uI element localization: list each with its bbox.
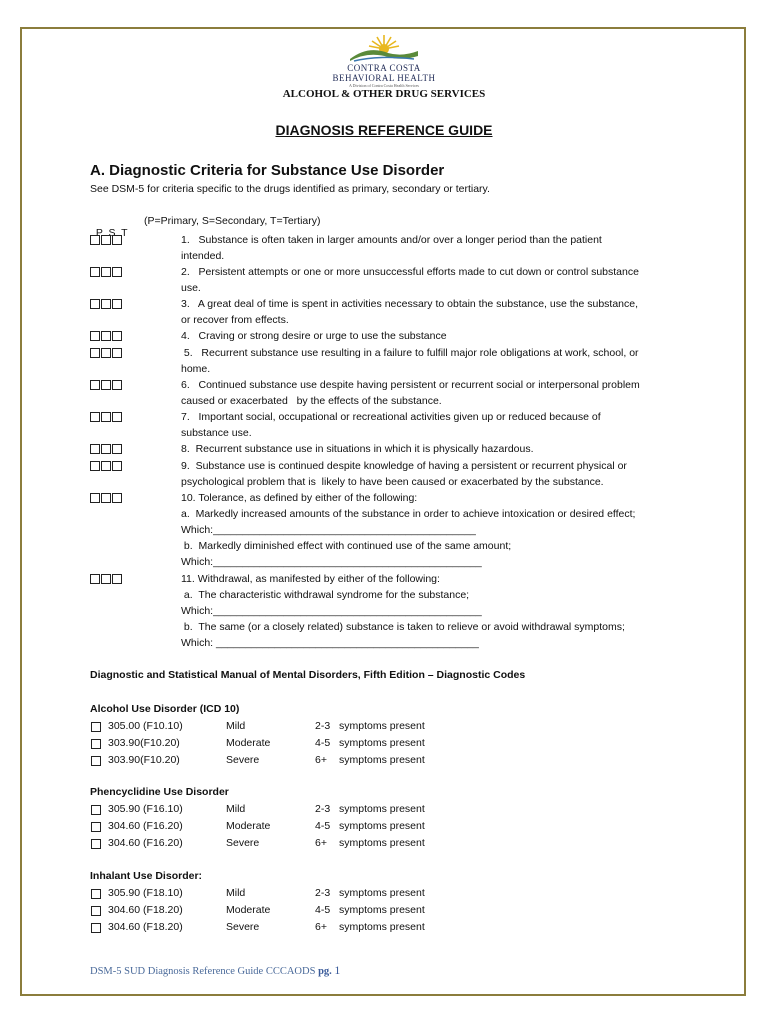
- diagnostic-code: 305.00 (F10.10): [108, 720, 183, 732]
- criterion-7-line: 7. Important social, occupational or recreational activities given up or reduced because of: [181, 411, 601, 423]
- criterion-8-line: 8. Recurrent substance use in situations in which it is physically hazardous.: [181, 443, 534, 455]
- symptoms-label: symptoms present: [339, 737, 425, 749]
- checkbox-primary[interactable]: [90, 331, 100, 341]
- checkbox-primary[interactable]: [90, 444, 100, 454]
- pst-checkbox-group: [90, 412, 122, 422]
- criterion-10-subitem: b. Markedly diminished effect with continued use of the same amount;: [181, 540, 512, 552]
- checkbox-primary[interactable]: [90, 348, 100, 358]
- checkbox-primary[interactable]: [90, 493, 100, 503]
- symptom-count: 6+: [315, 921, 327, 933]
- code-checkbox[interactable]: [91, 756, 101, 766]
- checkbox-secondary[interactable]: [101, 348, 111, 358]
- code-checkbox[interactable]: [91, 923, 101, 933]
- section-a-heading: A. Diagnostic Criteria for Substance Use Disorder: [90, 162, 445, 179]
- checkbox-secondary[interactable]: [101, 493, 111, 503]
- criterion-10-line: 10. Tolerance, as defined by either of the following:: [181, 492, 418, 504]
- code-checkbox[interactable]: [91, 906, 101, 916]
- checkbox-tertiary[interactable]: [112, 380, 122, 390]
- pst-header: [90, 215, 321, 251]
- symptoms-label: symptoms present: [339, 887, 425, 899]
- checkbox-secondary[interactable]: [101, 267, 111, 277]
- symptoms-label: symptoms present: [339, 803, 425, 815]
- section-a-intro: See DSM-5 for criteria specific to the drugs identified as primary, secondary or tertiary.: [90, 183, 490, 195]
- severity-label: Mild: [226, 720, 246, 732]
- severity-label: Moderate: [226, 820, 271, 832]
- symptom-count: 4-5: [315, 904, 331, 916]
- criterion-10-subitem: a. Markedly increased amounts of the substance in order to achieve intoxication or desired effect;: [181, 508, 636, 520]
- symptoms-label: symptoms present: [339, 820, 425, 832]
- pst-checkbox-group: [90, 267, 122, 277]
- code-row: [90, 737, 550, 751]
- symptom-count: 2-3: [315, 887, 331, 899]
- diagnostic-code: 305.90 (F16.10): [108, 803, 183, 815]
- pst-checkbox-group: [90, 235, 122, 245]
- code-row: [90, 904, 550, 918]
- criterion-2-line: 2. Persistent attempts or one or more unsuccessful efforts made to cut down or control substance: [181, 266, 639, 278]
- code-group-title: Phencyclidine Use Disorder: [90, 786, 229, 798]
- criterion-11-subitem: a. The characteristic withdrawal syndrome for the substance;: [181, 589, 470, 601]
- checkbox-secondary[interactable]: [101, 461, 111, 471]
- diagnostic-code: 303.90(F10.20): [108, 754, 180, 766]
- checkbox-secondary[interactable]: [101, 412, 111, 422]
- code-checkbox[interactable]: [91, 805, 101, 815]
- criterion-5-line: home.: [181, 363, 211, 375]
- code-row: [90, 887, 550, 901]
- pst-checkbox-group: [90, 380, 122, 390]
- criterion-9-line: psychological problem that is likely to have been caused or exacerbated by the substance.: [181, 476, 604, 488]
- symptoms-label: symptoms present: [339, 921, 425, 933]
- criterion-11-line: 11. Withdrawal, as manifested by either of the following:: [181, 573, 440, 585]
- symptom-count: 6+: [315, 754, 327, 766]
- logo-text-line1: CONTRA COSTA: [347, 63, 421, 73]
- footer-page-label: pg.: [318, 966, 332, 977]
- code-row: [90, 921, 550, 935]
- code-row: [90, 820, 550, 834]
- checkbox-secondary[interactable]: [101, 574, 111, 584]
- pst-checkbox-group: [90, 299, 122, 309]
- criterion-7-line: substance use.: [181, 427, 252, 439]
- pst-checkbox-group: [90, 574, 122, 584]
- organization-logo: [0, 33, 768, 88]
- criterion-11-subitem: b. The same (or a closely related) substance is taken to relieve or avoid withdrawal symptoms;: [181, 621, 625, 633]
- diagnostic-code: 304.60 (F16.20): [108, 820, 183, 832]
- diagnostic-code: 305.90 (F18.10): [108, 887, 183, 899]
- checkbox-secondary[interactable]: [101, 444, 111, 454]
- criterion-10-subitem: Which:______________________________________________: [181, 556, 482, 568]
- severity-label: Severe: [226, 921, 260, 933]
- checkbox-tertiary[interactable]: [112, 412, 122, 422]
- code-checkbox[interactable]: [91, 839, 101, 849]
- severity-label: Mild: [226, 803, 246, 815]
- code-checkbox[interactable]: [91, 822, 101, 832]
- pst-legend: (P=Primary, S=Secondary, T=Tertiary): [144, 215, 321, 227]
- code-row: [90, 837, 550, 851]
- logo-text-line2: BEHAVIORAL HEALTH: [332, 73, 436, 83]
- code-row: [90, 803, 550, 817]
- footer-page-number: 1: [334, 963, 341, 977]
- checkbox-secondary[interactable]: [101, 235, 111, 245]
- symptom-count: 6+: [315, 837, 327, 849]
- checkbox-tertiary[interactable]: [112, 574, 122, 584]
- criterion-11-subitem: Which: _____________________________________________: [181, 637, 479, 649]
- diagnostic-code: 303.90(F10.20): [108, 737, 180, 749]
- criterion-5-line: 5. Recurrent substance use resulting in a failure to fulfill major role obligations at work, school, or: [181, 347, 639, 359]
- code-row: [90, 754, 550, 768]
- criterion-11-subitem: Which:______________________________________________: [181, 605, 482, 617]
- checkbox-primary[interactable]: [90, 412, 100, 422]
- checkbox-primary[interactable]: [90, 267, 100, 277]
- symptom-count: 2-3: [315, 720, 331, 732]
- checkbox-tertiary[interactable]: [112, 235, 122, 245]
- severity-label: Severe: [226, 837, 260, 849]
- code-group-title: Inhalant Use Disorder:: [90, 870, 203, 882]
- diagnostic-code: 304.60 (F18.20): [108, 904, 183, 916]
- code-checkbox[interactable]: [91, 739, 101, 749]
- pst-column-labels: P S T: [95, 227, 128, 239]
- diagnostic-codes-heading: Diagnostic and Statistical Manual of Mental Disorders, Fifth Edition – Diagnostic Codes: [90, 669, 526, 681]
- criterion-3-line: 3. A great deal of time is spent in activities necessary to obtain the substance, use the substance,: [181, 298, 639, 310]
- criterion-1-line: 1. Substance is often taken in larger amounts and/or over a longer period than the patient: [181, 234, 602, 246]
- diagnostic-code: 304.60 (F18.20): [108, 921, 183, 933]
- checkbox-tertiary[interactable]: [112, 444, 122, 454]
- checkbox-secondary[interactable]: [101, 380, 111, 390]
- page-footer: [90, 963, 340, 978]
- checkbox-tertiary[interactable]: [112, 348, 122, 358]
- logo-text-line3: A Division of Contra Costa Health Services: [349, 83, 419, 88]
- checkbox-tertiary[interactable]: [112, 461, 122, 471]
- criterion-10-subitem: Which:_____________________________________________: [181, 524, 476, 536]
- criterion-2-line: use.: [181, 282, 201, 294]
- checkbox-primary[interactable]: [90, 380, 100, 390]
- pst-checkbox-group: [90, 348, 122, 358]
- checkbox-tertiary[interactable]: [112, 331, 122, 341]
- footer-text: DSM-5 SUD Diagnosis Reference Guide CCCAODS: [90, 966, 316, 977]
- symptoms-label: symptoms present: [339, 754, 425, 766]
- criterion-1-line: intended.: [181, 250, 225, 262]
- criterion-4-line: 4. Craving or strong desire or urge to use the substance: [181, 330, 447, 342]
- severity-label: Moderate: [226, 904, 271, 916]
- criterion-6-line: caused or exacerbated by the effects of the substance.: [181, 395, 442, 407]
- code-row: [90, 720, 550, 734]
- pst-checkbox-group: [90, 331, 122, 341]
- symptoms-label: symptoms present: [339, 904, 425, 916]
- checkbox-primary[interactable]: [90, 574, 100, 584]
- code-group-title: Alcohol Use Disorder (ICD 10): [90, 703, 240, 715]
- severity-label: Mild: [226, 887, 246, 899]
- checkbox-tertiary[interactable]: [112, 267, 122, 277]
- criterion-3-line: or recover from effects.: [181, 314, 289, 326]
- checkbox-primary[interactable]: [90, 299, 100, 309]
- symptom-count: 2-3: [315, 803, 331, 815]
- criterion-9-line: 9. Substance use is continued despite knowledge of having a persistent or recurrent physical or: [181, 460, 627, 472]
- diagnostic-code: 304.60 (F16.20): [108, 837, 183, 849]
- checkbox-primary[interactable]: [90, 461, 100, 471]
- pst-checkbox-group: [90, 444, 122, 454]
- symptom-count: 4-5: [315, 820, 331, 832]
- severity-label: Moderate: [226, 737, 271, 749]
- criterion-6-line: 6. Continued substance use despite having persistent or recurrent social or interpersonal problem: [181, 379, 640, 391]
- symptoms-label: symptoms present: [339, 837, 425, 849]
- checkbox-secondary[interactable]: [101, 299, 111, 309]
- code-checkbox[interactable]: [91, 722, 101, 732]
- code-checkbox[interactable]: [91, 889, 101, 899]
- sun-hills-logo-icon: [344, 33, 424, 63]
- severity-label: Severe: [226, 754, 260, 766]
- checkbox-primary[interactable]: [90, 235, 100, 245]
- checkbox-tertiary[interactable]: [112, 299, 122, 309]
- checkbox-secondary[interactable]: [101, 331, 111, 341]
- pst-checkbox-group: [90, 461, 122, 471]
- symptoms-label: symptoms present: [339, 720, 425, 732]
- document-title: DIAGNOSIS REFERENCE GUIDE: [275, 122, 493, 138]
- department-name: ALCOHOL & OTHER DRUG SERVICES: [282, 88, 486, 100]
- symptom-count: 4-5: [315, 737, 331, 749]
- checkbox-tertiary[interactable]: [112, 493, 122, 503]
- pst-checkbox-group: [90, 493, 122, 503]
